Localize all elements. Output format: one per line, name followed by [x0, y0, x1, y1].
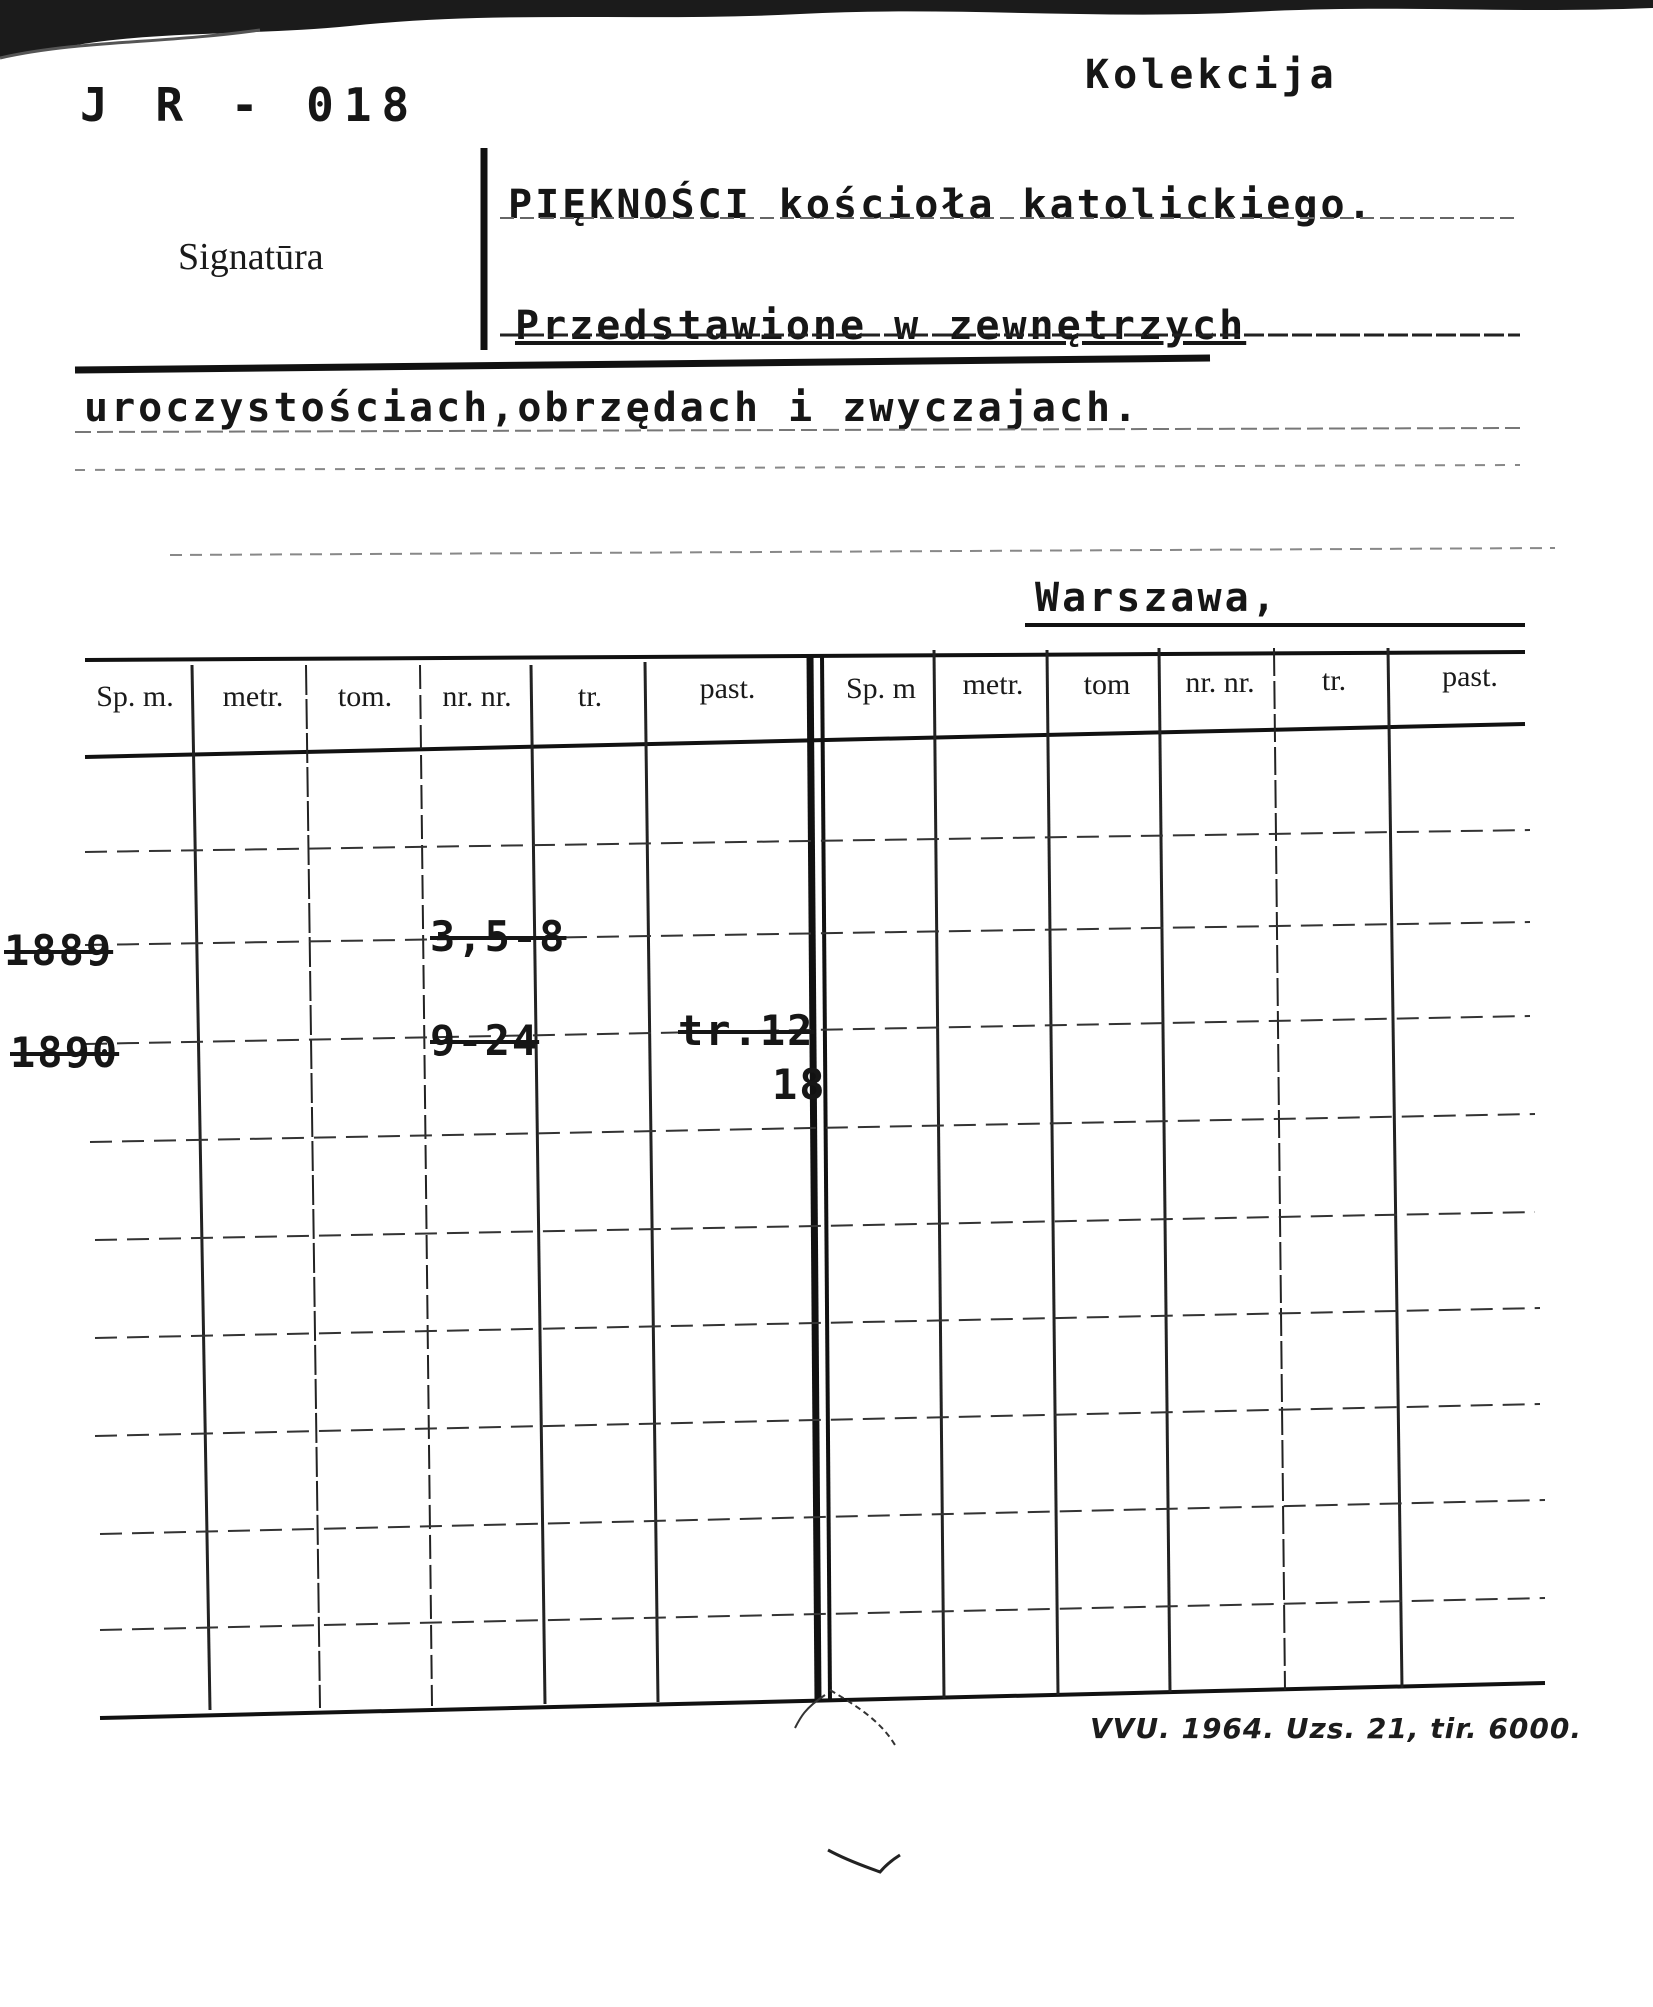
row-1889-year: 1889	[4, 926, 114, 975]
header-right-tr: tr.	[1321, 664, 1347, 697]
collection-label: Kolekcija	[1085, 52, 1338, 98]
header-right-metr: metr.	[962, 668, 1024, 701]
header-tr: tr.	[577, 680, 603, 713]
signature-label: Signatūra	[178, 236, 324, 278]
row-1890-year: 1890	[10, 1028, 120, 1077]
row-1890-numbers: 9-24	[430, 1016, 540, 1065]
footer-print-note: VVU. 1964. Uzs. 21, tir. 6000.	[1090, 1712, 1582, 1745]
title-line-3: uroczystościach,obrzędach i zwyczajach.	[84, 385, 1141, 431]
header-right-sp-m: Sp. m	[845, 672, 917, 705]
header-nr-nr: nr. nr.	[442, 680, 512, 713]
row-1890-pages: tr.12	[678, 1006, 815, 1055]
header-sp-m: Sp. m.	[96, 680, 174, 713]
title-line-1: PIĘKNOŚCI kościoła katolickiego.	[508, 182, 1375, 228]
place-label: Warszawa,	[1035, 575, 1279, 621]
header-tom: tom.	[337, 680, 393, 713]
row-1889-numbers: 3,5-8	[430, 912, 567, 961]
signature-code: J R - 018	[80, 78, 420, 132]
row-1890-pages-cont: 18	[772, 1060, 827, 1109]
header-right-tom: tom	[1083, 668, 1131, 701]
header-past: past.	[699, 672, 756, 705]
header-right-past: past.	[1442, 660, 1498, 693]
header-metr: metr.	[222, 680, 284, 713]
header-right-nr-nr: nr. nr.	[1185, 666, 1255, 699]
title-line-2: Przedstawione w zewnętrzych	[515, 303, 1247, 349]
